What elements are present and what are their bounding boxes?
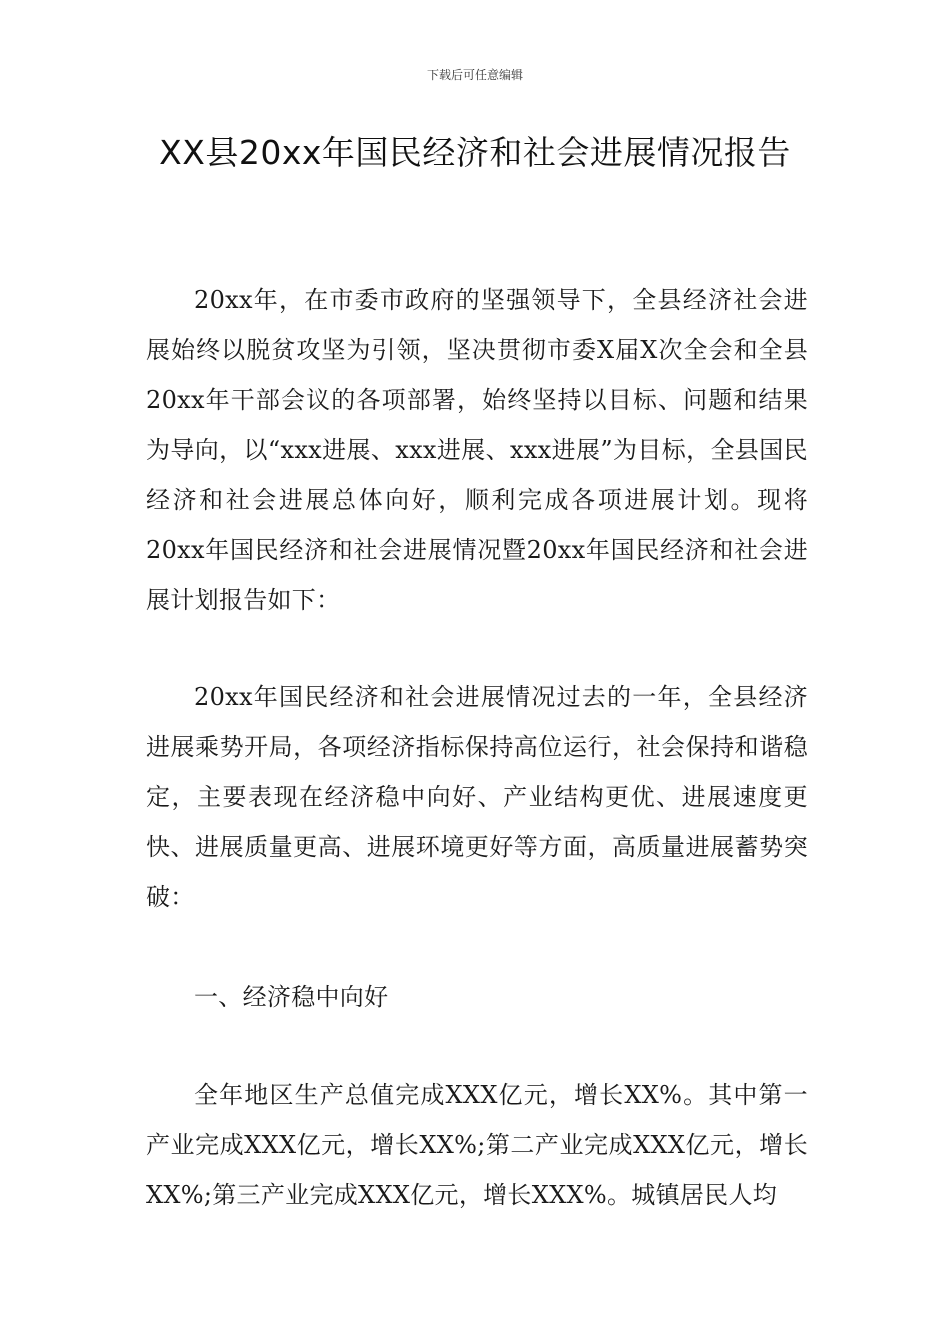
section-heading: 一、经济稳中向好 <box>194 983 389 1011</box>
paragraph-overview: 20xx年国民经济和社会进展情况过去的一年，全县经济进展乘势开局，各项经济指标保持高位运行，社会保持和谐稳定，主要表现在经济稳中向好、产业结构更优、进展速度更快、进展质量更高、进展环境更好等方面，高质量进展蓄势突破： <box>146 683 808 911</box>
paragraph-intro: 20xx年，在市委市政府的坚强领导下，全县经济社会进展始终以脱贫攻坚为引领，坚决贯彻市委X届X次全会和全县20xx年干部会议的各项部署，始终坚持以目标、问题和结果为导向，以“xxx进展、xxx进展、xxx进展”为目标，全县国民经济和社会进展总体向好，顺利完成各项进展计划。现将20xx年国民经济和社会进展情况暨20xx年国民经济和社会进展计划报告如下： <box>146 286 808 614</box>
paragraph-gdp: 全年地区生产总值完成XXX亿元，增长XX%。其中第一产业完成XXX亿元，增长XX%;第二产业完成XXX亿元，增长XX%;第三产业完成XXX亿元，增长XXX%。城镇居民人均 <box>146 1081 808 1209</box>
document-title: XX县20xx年国民经济和社会进展情况报告 <box>159 133 791 172</box>
header-note: 下载后可任意编辑 <box>426 68 523 82</box>
